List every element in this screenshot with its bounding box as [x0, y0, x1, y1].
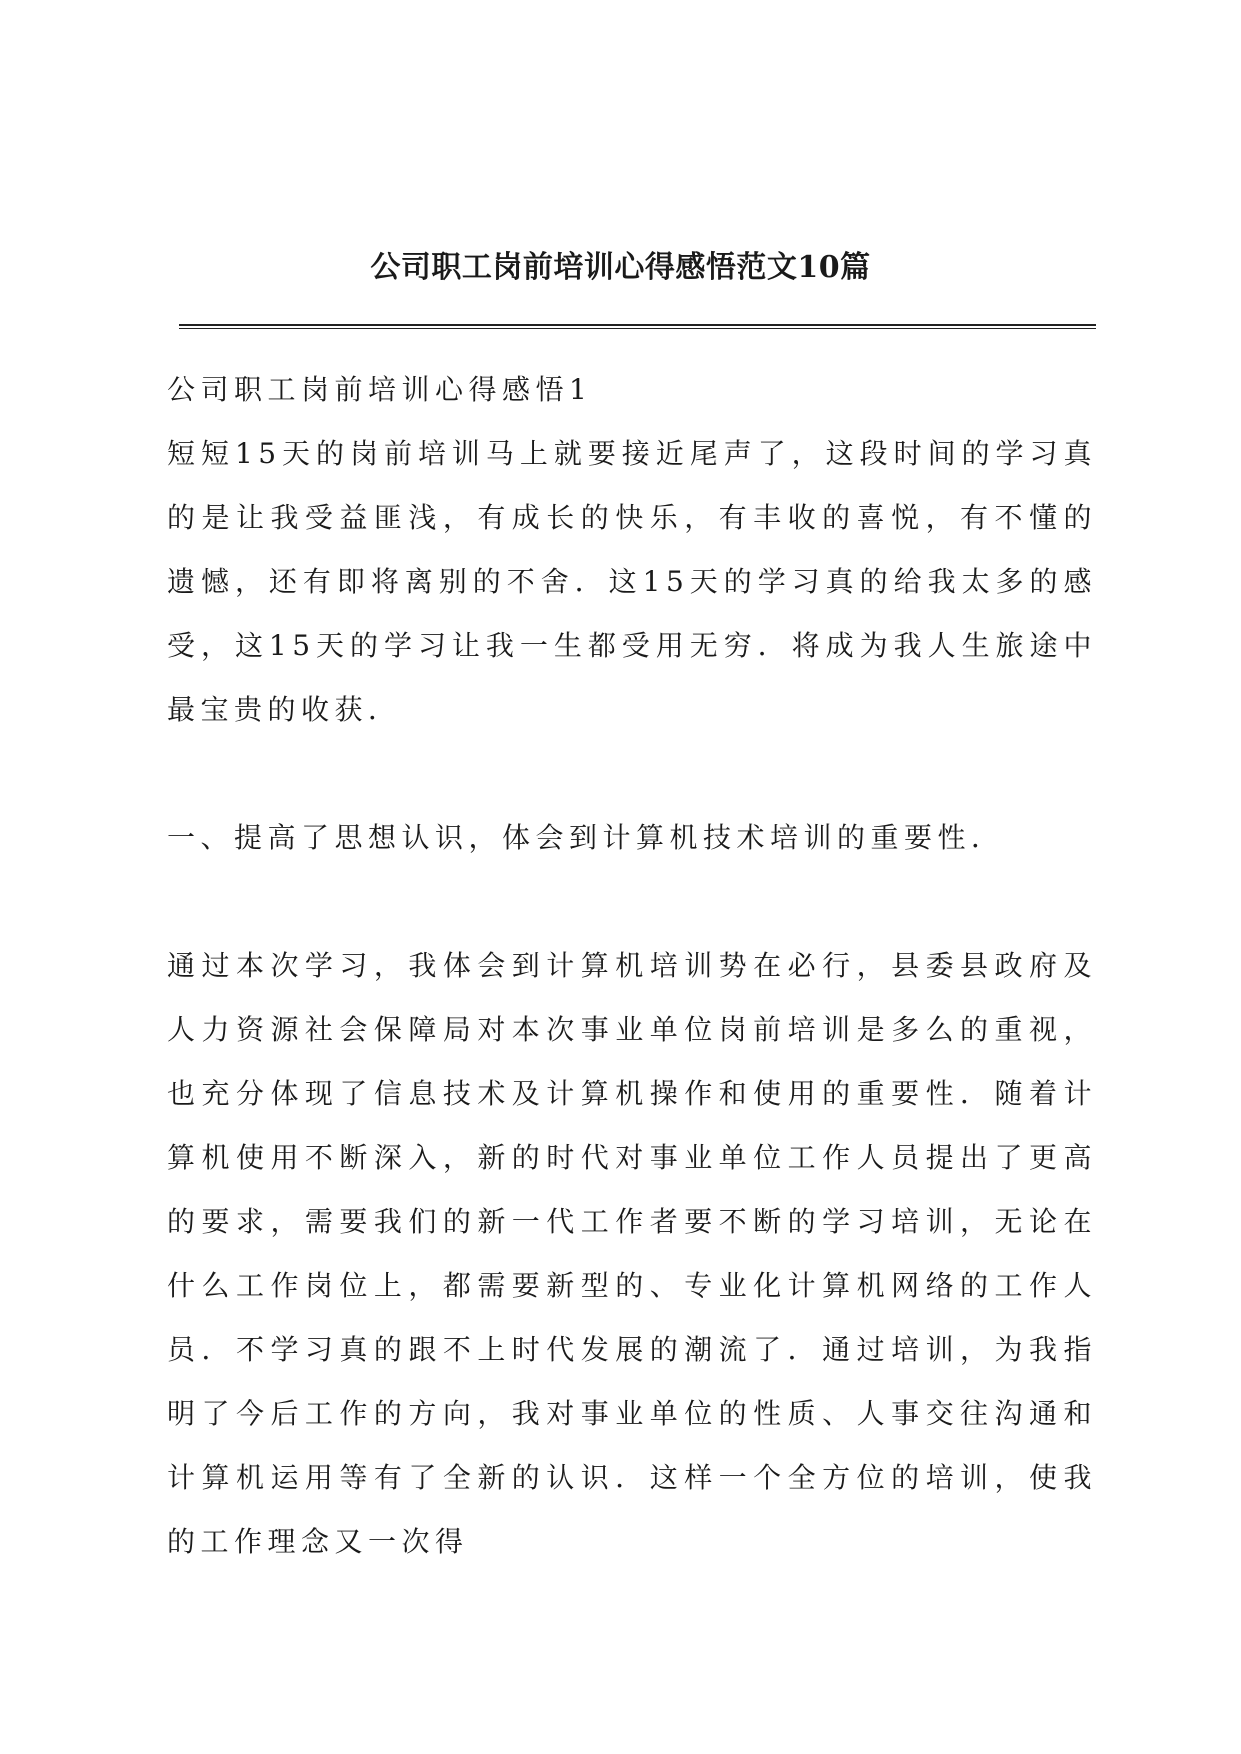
paragraph-intro: 短短15天的岗前培训马上就要接近尾声了，这段时间的学习真的是让我受益匪浅，有成长的快乐，有丰收的喜悦，有不懂的遗憾，还有即将离别的不舍．这15天的学习真的给我太多的感受，这15天的学习让我一生都受用无穷．将成为我人生旅途中最宝贵的收获． — [167, 437, 1097, 726]
document-title: 公司职工岗前培训心得感悟范文10篇 — [370, 250, 871, 285]
document-body — [167, 358, 1097, 1574]
paragraph-subheading: 一、提高了思想认识，体会到计算机技术培训的重要性． — [167, 821, 1005, 854]
paragraph-spacer — [167, 870, 1097, 934]
title-divider — [179, 324, 1096, 329]
paragraph-spacer — [167, 742, 1097, 806]
section-heading: 公司职工岗前培训心得感悟1 — [167, 373, 593, 406]
paragraph-body: 通过本次学习，我体会到计算机培训势在必行，县委县政府及人力资源社会保障局对本次事业单位岗前培训是多么的重视，也充分体现了信息技术及计算机操作和使用的重要性．随着计算机使用不断深入，新的时代对事业单位工作人员提出了更高的要求，需要我们的新一代工作者要不断的学习培训，无论在什么工作岗位上，都需要新型的、专业化计算机网络的工作人员．不学习真的跟不上时代发展的潮流了．通过培训，为我指明了今后工作的方向，我对事业单位的性质、人事交往沟通和计算机运用等有了全新的认识．这样一个全方位的培训，使我的工作理念又一次得 — [167, 949, 1097, 1558]
